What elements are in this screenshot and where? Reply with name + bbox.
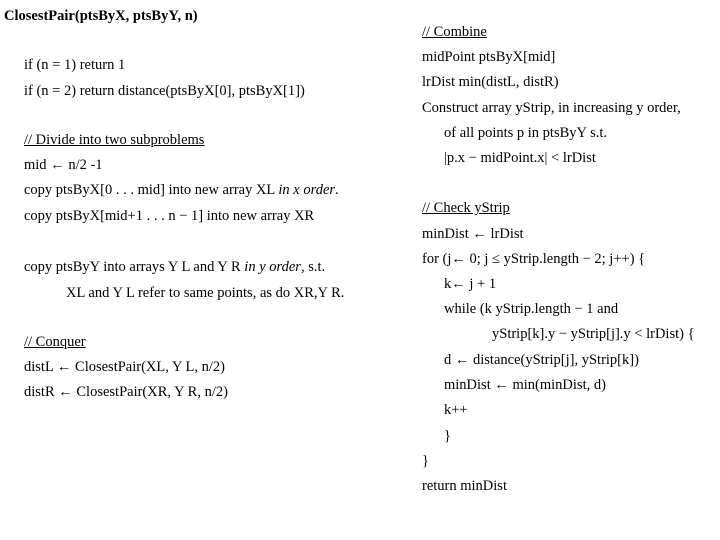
- midpoint-assignment: midPoint ptsByX[mid]: [422, 49, 556, 65]
- distL-assignment: [24, 358, 225, 376]
- mid-assignment: [24, 156, 103, 174]
- construct-line: Construct array yStrip, in increasing y order,: [422, 100, 681, 116]
- return-line: return minDist: [422, 478, 507, 494]
- copy-y-continuation: XL and Y L refer to same points, as do XR,Y R.: [66, 285, 345, 301]
- arrow-icon: ←: [454, 352, 470, 368]
- base-case-two: if (n = 2) return distance(ptsByX[0], ptsByX[1]): [24, 83, 305, 99]
- k-rhs: j + 1: [465, 276, 497, 292]
- copy-x-period: .: [335, 182, 339, 198]
- conquer-comment: // Conquer: [24, 334, 86, 350]
- distR-rhs: ClosestPair(XR, Y R, n/2): [72, 384, 228, 400]
- distR-assignment: [24, 383, 228, 401]
- copy-y-suffix: , s.t.: [300, 259, 326, 275]
- d-assignment: [444, 351, 639, 369]
- arrow-icon: ←: [56, 359, 72, 375]
- copy-xr-line: copy ptsByX[mid+1 . . . n − 1] into new array XR: [24, 208, 315, 224]
- copy-x-italic: in x order: [278, 182, 336, 198]
- divide-comment: // Divide into two subproblems: [24, 132, 205, 148]
- mindist-update-lhs: minDist: [444, 377, 495, 393]
- all-points-line: of all points p in ptsByY s.t.: [444, 125, 607, 141]
- k-assignment: [444, 275, 496, 293]
- mindist-update-rhs: min(minDist, d): [508, 377, 606, 393]
- copy-y-line: [24, 258, 325, 276]
- arrow-icon: ←: [494, 377, 509, 393]
- mid-lhs: mid: [24, 157, 51, 173]
- for-loop-header: [422, 250, 645, 268]
- lrdist-assignment: lrDist min(distL, distR): [422, 74, 559, 90]
- copy-y-italic: in y order: [244, 259, 301, 275]
- arrow-icon: ←: [50, 157, 65, 173]
- d-rhs: distance(yStrip[j], yStrip[k]): [469, 352, 639, 368]
- d-lhs: d: [444, 352, 455, 368]
- arrow-icon: ←: [472, 226, 487, 242]
- mindist-init: [422, 225, 524, 243]
- arrow-icon: ←: [451, 276, 466, 292]
- mindist-lhs: minDist: [422, 226, 473, 242]
- for-head: for (j: [422, 251, 452, 267]
- arrow-icon: ←: [451, 251, 466, 267]
- mindist-rhs: lrDist: [486, 226, 524, 242]
- copy-x-line: [24, 181, 339, 199]
- distR-lhs: distR: [24, 384, 59, 400]
- arrow-icon: ←: [58, 384, 73, 400]
- copy-y-text: copy ptsByY into arrays Y L and Y R: [24, 259, 245, 275]
- function-title: ClosestPair(ptsByX, ptsByY, n): [4, 8, 198, 24]
- condition-line: |p.x − midPoint.x| < lrDist: [444, 150, 596, 166]
- for-tail: 0; j ≤ yStrip.length − 2; j++) {: [465, 251, 646, 267]
- while-header: while (k yStrip.length − 1 and: [444, 301, 619, 317]
- k-lhs: k: [444, 276, 452, 292]
- combine-comment: // Combine: [422, 24, 487, 40]
- check-comment: // Check yStrip: [422, 200, 510, 216]
- outer-close-brace: }: [422, 453, 429, 469]
- mid-rhs: n/2 -1: [64, 157, 103, 173]
- inner-close-brace: }: [444, 428, 451, 444]
- copy-x-text: copy ptsByX[0 . . . mid] into new array XL: [24, 182, 279, 198]
- mindist-update: [444, 376, 606, 394]
- distL-rhs: ClosestPair(XL, Y L, n/2): [71, 359, 225, 375]
- k-increment: k++: [444, 402, 468, 418]
- base-case-one: if (n = 1) return 1: [24, 57, 126, 73]
- while-condition: yStrip[k].y − yStrip[j].y < lrDist) {: [492, 326, 695, 342]
- distL-lhs: distL: [24, 359, 57, 375]
